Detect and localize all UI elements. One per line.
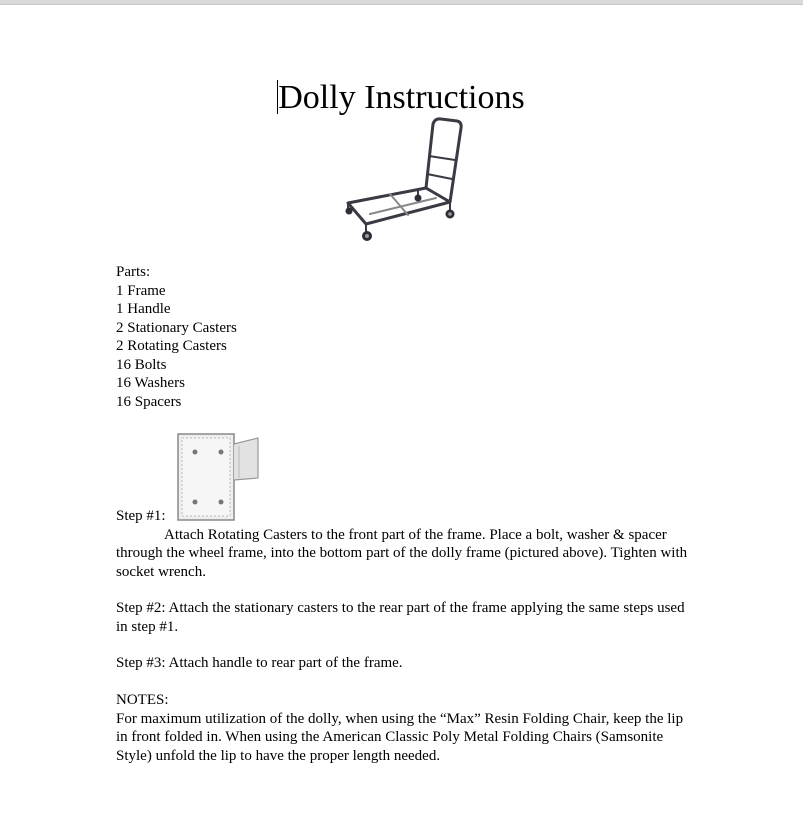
parts-list-item: 2 Rotating Casters xyxy=(116,338,227,354)
parts-list-item: 16 Bolts xyxy=(116,356,167,373)
dolly-cart-image xyxy=(340,116,468,246)
notes-heading: NOTES: xyxy=(116,692,169,708)
step-1-body: Attach Rotating Casters to the front part of the frame. Place a bolt, washer & spacer through the wheel frame, into the bottom part of the dolly frame (pictured above). Tighten with socket wrench. xyxy=(116,526,688,580)
step-1-text xyxy=(116,526,696,582)
notes-text: For maximum utilization of the dolly, when using the “Max” Resin Folding Chair, keep the lip in front folded in. When using the American Classic Poly Metal Folding Chairs (Samsonite Style) unfold the lip to have the proper length needed. xyxy=(116,710,684,764)
parts-list-item: 1 Handle xyxy=(116,301,171,317)
step-2: Step #2: Attach the stationary casters to the rear part of the frame applying the same steps used in step #1. xyxy=(116,600,685,635)
parts-list-item: 16 Spacers xyxy=(116,393,182,410)
parts-list-item: 1 Frame xyxy=(116,282,166,299)
step-3: Step #3: Attach handle to rear part of the frame. xyxy=(116,655,403,671)
parts-list-item: 16 Washers xyxy=(116,375,185,391)
step-1 xyxy=(116,507,696,581)
document-title: Dolly Instructions xyxy=(278,79,525,116)
parts-list-item: 2 Stationary Casters xyxy=(116,319,237,336)
notes-section xyxy=(116,691,696,765)
step-1-label: Step #1: xyxy=(116,508,166,524)
parts-heading: Parts: xyxy=(116,264,151,280)
parts-list xyxy=(116,263,237,411)
